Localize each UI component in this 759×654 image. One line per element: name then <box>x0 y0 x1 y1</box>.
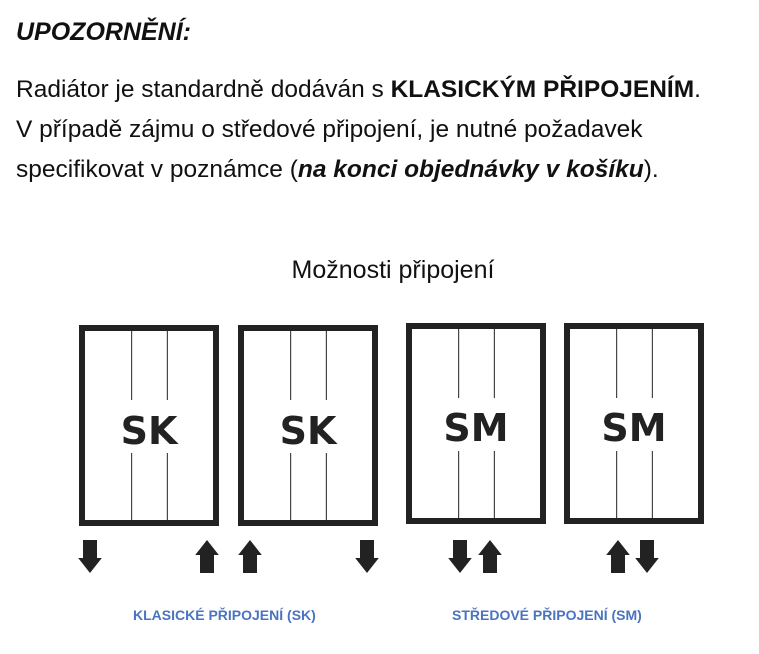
radiator-code: SK <box>279 409 337 453</box>
radiator-1 <box>78 328 219 573</box>
arrow-down-icon <box>355 540 379 573</box>
classic-connection-label: KLASICKÉ PŘIPOJENÍ (SK) <box>133 607 316 623</box>
arrow-down-icon <box>78 540 102 573</box>
arrow-up-icon <box>238 540 262 573</box>
notice-title: UPOZORNĚNÍ: <box>16 18 191 46</box>
arrow-up-icon <box>478 540 502 573</box>
radiator-2 <box>238 328 379 573</box>
arrow-up-icon <box>606 540 630 573</box>
diagram-caption: Možnosti připojení <box>291 256 495 284</box>
notice-line1-pre: Radiátor je standardně dodáván s <box>16 76 391 103</box>
notice-line1-post: . <box>694 76 701 103</box>
radiator-code: SK <box>120 409 178 453</box>
notice-line1-bold: KLASICKÝM PŘIPOJENÍM <box>390 76 695 103</box>
notice-line3-post: ). <box>643 156 659 183</box>
radiator-code: SM <box>443 406 509 450</box>
radiator-code: SM <box>601 406 667 450</box>
notice-line3-emphasis: na konci objednávky v košíku <box>297 156 644 183</box>
notice-line2: V případě zájmu o středové připojení, je nutné požadavek <box>16 116 643 143</box>
arrow-up-icon <box>195 540 219 573</box>
radiator-4 <box>567 326 701 573</box>
arrow-down-icon <box>448 540 472 573</box>
radiator-3 <box>409 326 543 573</box>
notice-line3-pre: specifikovat v poznámce ( <box>16 156 298 183</box>
central-connection-label: STŘEDOVÉ PŘIPOJENÍ (SM) <box>452 607 642 623</box>
arrow-down-icon <box>635 540 659 573</box>
